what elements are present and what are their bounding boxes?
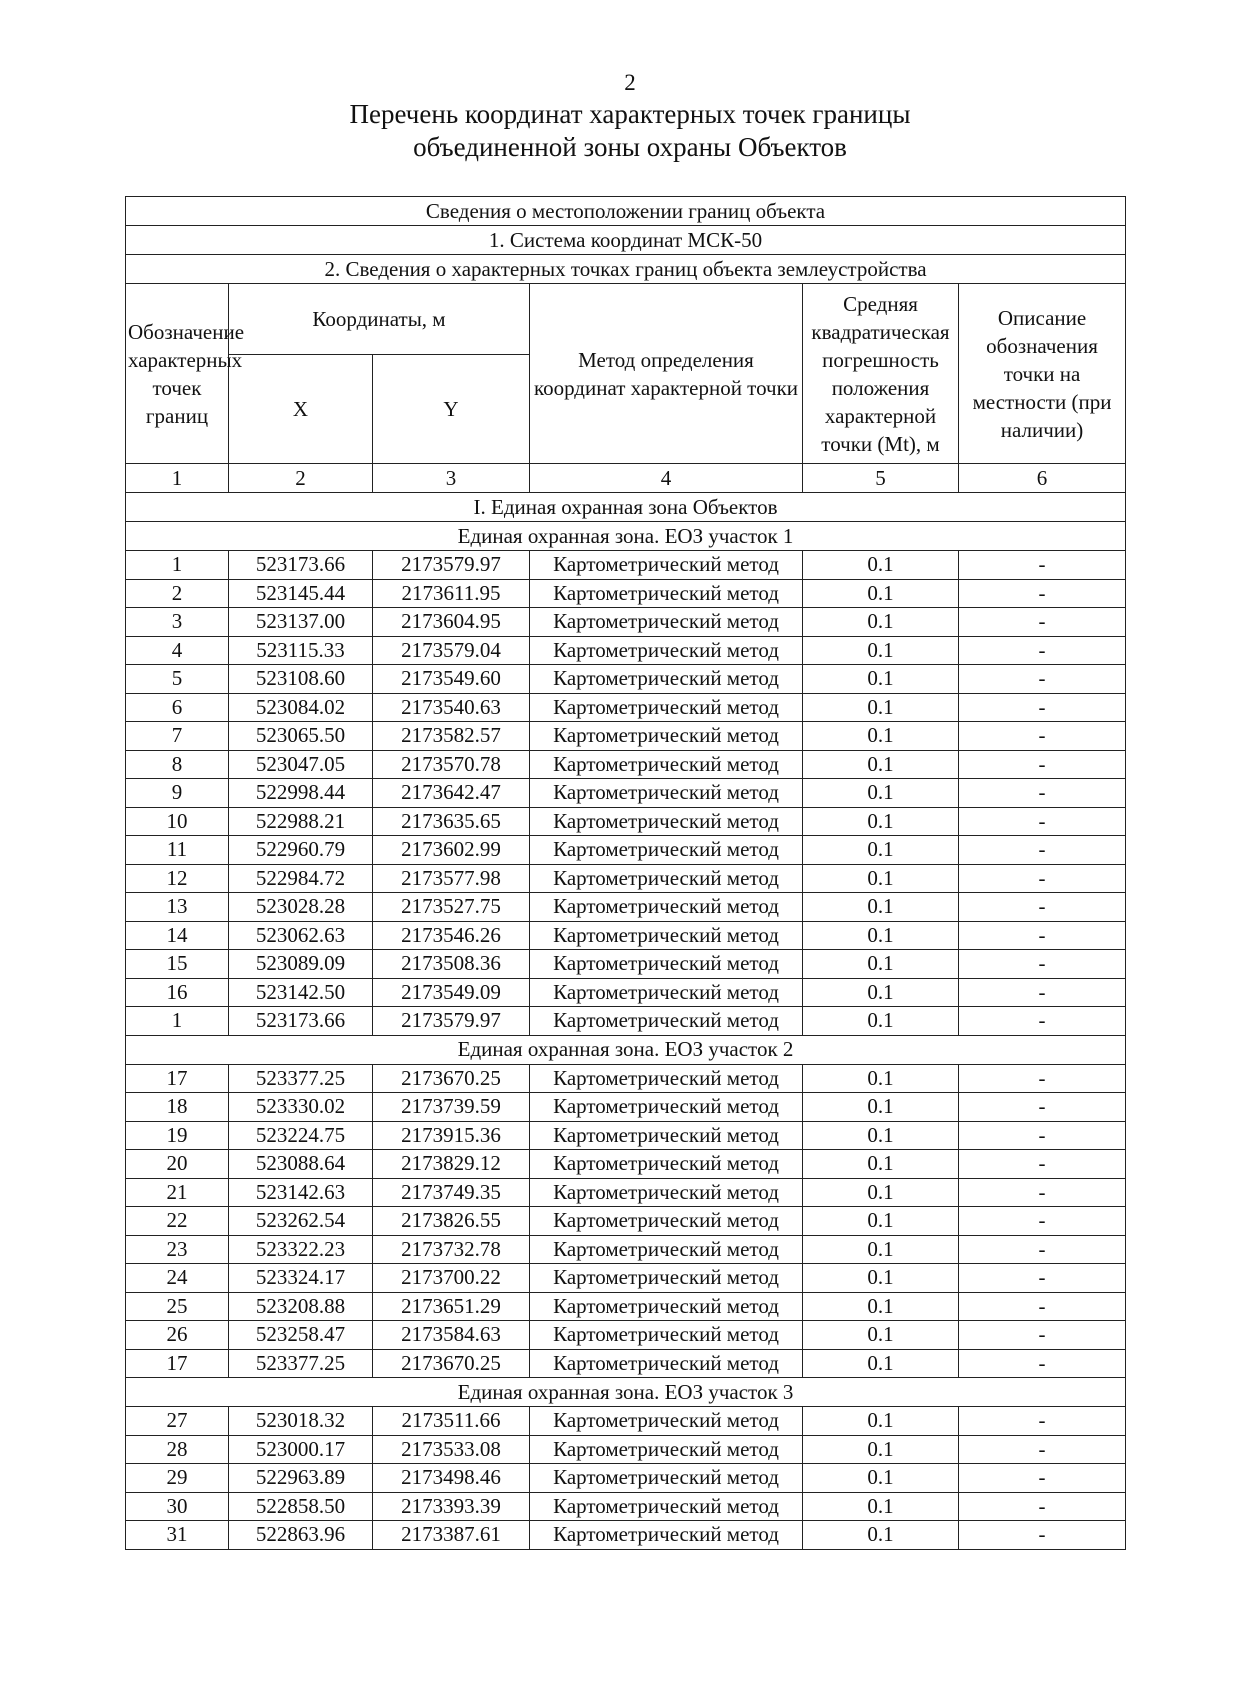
- point-number: 7: [126, 722, 229, 751]
- coord-x: 523062.63: [229, 921, 373, 950]
- method: Картометрический метод: [530, 1492, 803, 1521]
- table-row: [126, 1464, 1126, 1493]
- method: Картометрический метод: [530, 1321, 803, 1350]
- description: -: [959, 579, 1126, 608]
- point-number: 22: [126, 1207, 229, 1236]
- point-number: 11: [126, 836, 229, 865]
- table-row: [126, 1007, 1126, 1036]
- coord-x: 523324.17: [229, 1264, 373, 1293]
- coord-x: 522984.72: [229, 864, 373, 893]
- description: -: [959, 665, 1126, 694]
- coord-y: 2173604.95: [373, 608, 530, 637]
- col-number: 1: [126, 464, 229, 493]
- coord-x: 523173.66: [229, 1007, 373, 1036]
- col-header-coordinates: Координаты, м: [229, 284, 530, 355]
- table-row: [126, 836, 1126, 865]
- coord-y: 2173700.22: [373, 1264, 530, 1293]
- point-number: 5: [126, 665, 229, 694]
- table-row: [126, 1407, 1126, 1436]
- coord-y: 2173577.98: [373, 864, 530, 893]
- coord-y: 2173549.60: [373, 665, 530, 694]
- method: Картометрический метод: [530, 1464, 803, 1493]
- description: -: [959, 950, 1126, 979]
- method: Картометрический метод: [530, 722, 803, 751]
- header-location: Сведения о местоположении границ объекта: [126, 197, 1126, 226]
- description: -: [959, 1207, 1126, 1236]
- error: 0.1: [803, 1064, 959, 1093]
- description: -: [959, 1407, 1126, 1436]
- table-row: [126, 1264, 1126, 1293]
- method: Картометрический метод: [530, 1292, 803, 1321]
- description: -: [959, 1349, 1126, 1378]
- method: Картометрический метод: [530, 1521, 803, 1550]
- description: -: [959, 1178, 1126, 1207]
- point-number: 16: [126, 978, 229, 1007]
- page-number: 2: [624, 70, 636, 95]
- point-number: 12: [126, 864, 229, 893]
- coord-x: 523208.88: [229, 1292, 373, 1321]
- table-row: [126, 551, 1126, 580]
- error: 0.1: [803, 1349, 959, 1378]
- col-header-x: X: [229, 355, 373, 464]
- method: Картометрический метод: [530, 1207, 803, 1236]
- col-number: 2: [229, 464, 373, 493]
- point-number: 23: [126, 1235, 229, 1264]
- coord-y: 2173540.63: [373, 693, 530, 722]
- error: 0.1: [803, 836, 959, 865]
- error: 0.1: [803, 1321, 959, 1350]
- description: -: [959, 551, 1126, 580]
- point-number: 6: [126, 693, 229, 722]
- table-row: [126, 665, 1126, 694]
- coord-x: 523322.23: [229, 1235, 373, 1264]
- coord-x: 523377.25: [229, 1349, 373, 1378]
- coord-x: 523262.54: [229, 1207, 373, 1236]
- coord-x: 522858.50: [229, 1492, 373, 1521]
- method: Картометрический метод: [530, 1093, 803, 1122]
- col-header-method: Метод определения координат характерной точки: [530, 284, 803, 464]
- method: Картометрический метод: [530, 608, 803, 637]
- point-number: 26: [126, 1321, 229, 1350]
- table-row: [126, 978, 1126, 1007]
- table-row: [126, 893, 1126, 922]
- coord-x: 522960.79: [229, 836, 373, 865]
- point-number: 29: [126, 1464, 229, 1493]
- description: -: [959, 807, 1126, 836]
- coord-y: 2173826.55: [373, 1207, 530, 1236]
- coord-y: 2173602.99: [373, 836, 530, 865]
- description: -: [959, 1235, 1126, 1264]
- error: 0.1: [803, 1235, 959, 1264]
- error: 0.1: [803, 1121, 959, 1150]
- coord-y: 2173670.25: [373, 1349, 530, 1378]
- method: Картометрический метод: [530, 1407, 803, 1436]
- header-coordinate-system: 1. Система координат МСК-50: [126, 226, 1126, 255]
- method: Картометрический метод: [530, 1435, 803, 1464]
- method: Картометрический метод: [530, 693, 803, 722]
- point-number: 24: [126, 1264, 229, 1293]
- error: 0.1: [803, 921, 959, 950]
- coord-x: 523173.66: [229, 551, 373, 580]
- error: 0.1: [803, 1464, 959, 1493]
- method: Картометрический метод: [530, 921, 803, 950]
- coordinates-table: [125, 196, 1126, 1550]
- table-row: [126, 921, 1126, 950]
- description: -: [959, 636, 1126, 665]
- coord-y: 2173651.29: [373, 1292, 530, 1321]
- error: 0.1: [803, 950, 959, 979]
- coord-x: 523000.17: [229, 1435, 373, 1464]
- description: -: [959, 1007, 1126, 1036]
- col-number: 4: [530, 464, 803, 493]
- col-header-y: Y: [373, 355, 530, 464]
- coord-x: 523137.00: [229, 608, 373, 637]
- section-title: Единая охранная зона. ЕОЗ участок 2: [126, 1035, 1126, 1064]
- coord-y: 2173387.61: [373, 1521, 530, 1550]
- table-row: [126, 1349, 1126, 1378]
- coord-x: 523047.05: [229, 750, 373, 779]
- table-row: [126, 636, 1126, 665]
- coord-x: 523088.64: [229, 1150, 373, 1179]
- point-number: 13: [126, 893, 229, 922]
- col-header-description: Описание обозначения точки на местности (при наличии): [959, 284, 1126, 464]
- table-row: [126, 1093, 1126, 1122]
- coord-y: 2173749.35: [373, 1178, 530, 1207]
- point-number: 1: [126, 1007, 229, 1036]
- col-header-error: Средняя квадратическая погрешность положения характерной точки (Mt), м: [803, 284, 959, 464]
- table-row: [126, 1292, 1126, 1321]
- coord-y: 2173739.59: [373, 1093, 530, 1122]
- coord-y: 2173511.66: [373, 1407, 530, 1436]
- error: 0.1: [803, 1207, 959, 1236]
- title-line-2: объединенной зоны охраны Объектов: [413, 132, 847, 162]
- point-number: 31: [126, 1521, 229, 1550]
- table-row: [126, 693, 1126, 722]
- description: -: [959, 1121, 1126, 1150]
- method: Картометрический метод: [530, 864, 803, 893]
- method: Картометрический метод: [530, 750, 803, 779]
- coord-y: 2173635.65: [373, 807, 530, 836]
- document-title: [0, 98, 1260, 164]
- coord-y: 2173670.25: [373, 1064, 530, 1093]
- coord-y: 2173527.75: [373, 893, 530, 922]
- method: Картометрический метод: [530, 807, 803, 836]
- error: 0.1: [803, 693, 959, 722]
- table-row: [126, 807, 1126, 836]
- coord-y: 2173611.95: [373, 579, 530, 608]
- point-number: 19: [126, 1121, 229, 1150]
- coord-x: 523089.09: [229, 950, 373, 979]
- description: -: [959, 1093, 1126, 1122]
- error: 0.1: [803, 978, 959, 1007]
- description: -: [959, 1150, 1126, 1179]
- error: 0.1: [803, 864, 959, 893]
- error: 0.1: [803, 1292, 959, 1321]
- method: Картометрический метод: [530, 1178, 803, 1207]
- point-number: 8: [126, 750, 229, 779]
- description: -: [959, 1321, 1126, 1350]
- table-row: [126, 1178, 1126, 1207]
- method: Картометрический метод: [530, 836, 803, 865]
- table-row: [126, 1235, 1126, 1264]
- description: -: [959, 608, 1126, 637]
- table-row: [126, 1121, 1126, 1150]
- coord-x: 523224.75: [229, 1121, 373, 1150]
- table-row: [126, 1435, 1126, 1464]
- header-points-info: 2. Сведения о характерных точках границ объекта землеустройства: [126, 255, 1126, 284]
- coord-y: 2173570.78: [373, 750, 530, 779]
- error: 0.1: [803, 1178, 959, 1207]
- description: -: [959, 1435, 1126, 1464]
- col-number: 3: [373, 464, 530, 493]
- coord-x: 522863.96: [229, 1521, 373, 1550]
- method: Картометрический метод: [530, 779, 803, 808]
- method: Картометрический метод: [530, 1121, 803, 1150]
- method: Картометрический метод: [530, 1349, 803, 1378]
- coord-x: 523115.33: [229, 636, 373, 665]
- coord-x: 523108.60: [229, 665, 373, 694]
- coord-x: 523142.50: [229, 978, 373, 1007]
- coord-x: 523018.32: [229, 1407, 373, 1436]
- point-number: 25: [126, 1292, 229, 1321]
- point-number: 14: [126, 921, 229, 950]
- error: 0.1: [803, 636, 959, 665]
- point-number: 1: [126, 551, 229, 580]
- point-number: 2: [126, 579, 229, 608]
- coord-x: 523145.44: [229, 579, 373, 608]
- col-header-point: Обозначение характерных точек границ: [126, 284, 229, 464]
- coord-y: 2173584.63: [373, 1321, 530, 1350]
- method: Картометрический метод: [530, 1064, 803, 1093]
- coord-x: 522988.21: [229, 807, 373, 836]
- coord-x: 523065.50: [229, 722, 373, 751]
- coord-x: 523377.25: [229, 1064, 373, 1093]
- error: 0.1: [803, 1521, 959, 1550]
- description: -: [959, 864, 1126, 893]
- coord-x: 522998.44: [229, 779, 373, 808]
- title-line-1: Перечень координат характерных точек границы: [349, 99, 911, 129]
- error: 0.1: [803, 893, 959, 922]
- point-number: 28: [126, 1435, 229, 1464]
- error: 0.1: [803, 1492, 959, 1521]
- method: Картометрический метод: [530, 978, 803, 1007]
- error: 0.1: [803, 1007, 959, 1036]
- coord-x: 523330.02: [229, 1093, 373, 1122]
- col-number: 5: [803, 464, 959, 493]
- table-row: [126, 1321, 1126, 1350]
- point-number: 9: [126, 779, 229, 808]
- description: -: [959, 1492, 1126, 1521]
- error: 0.1: [803, 1093, 959, 1122]
- point-number: 10: [126, 807, 229, 836]
- table-row: [126, 864, 1126, 893]
- coord-x: 523028.28: [229, 893, 373, 922]
- coord-y: 2173546.26: [373, 921, 530, 950]
- description: -: [959, 750, 1126, 779]
- error: 0.1: [803, 608, 959, 637]
- point-number: 17: [126, 1349, 229, 1378]
- description: -: [959, 693, 1126, 722]
- error: 0.1: [803, 722, 959, 751]
- error: 0.1: [803, 779, 959, 808]
- point-number: 21: [126, 1178, 229, 1207]
- error: 0.1: [803, 1264, 959, 1293]
- error: 0.1: [803, 551, 959, 580]
- table-row: [126, 608, 1126, 637]
- description: -: [959, 921, 1126, 950]
- error: 0.1: [803, 665, 959, 694]
- coord-y: 2173508.36: [373, 950, 530, 979]
- error: 0.1: [803, 1407, 959, 1436]
- point-number: 17: [126, 1064, 229, 1093]
- point-number: 30: [126, 1492, 229, 1521]
- description: -: [959, 1521, 1126, 1550]
- table-row: [126, 779, 1126, 808]
- point-number: 4: [126, 636, 229, 665]
- coord-x: 522963.89: [229, 1464, 373, 1493]
- description: -: [959, 1264, 1126, 1293]
- description: -: [959, 1064, 1126, 1093]
- col-number: 6: [959, 464, 1126, 493]
- description: -: [959, 893, 1126, 922]
- description: -: [959, 1464, 1126, 1493]
- method: Картометрический метод: [530, 950, 803, 979]
- section-title: Единая охранная зона. ЕОЗ участок 1: [126, 522, 1126, 551]
- error: 0.1: [803, 1435, 959, 1464]
- method: Картометрический метод: [530, 1235, 803, 1264]
- section-title: Единая охранная зона. ЕОЗ участок 3: [126, 1378, 1126, 1407]
- coord-y: 2173915.36: [373, 1121, 530, 1150]
- table-row: [126, 722, 1126, 751]
- point-number: 3: [126, 608, 229, 637]
- description: -: [959, 978, 1126, 1007]
- coord-y: 2173549.09: [373, 978, 530, 1007]
- method: Картометрический метод: [530, 551, 803, 580]
- coord-y: 2173732.78: [373, 1235, 530, 1264]
- coord-y: 2173533.08: [373, 1435, 530, 1464]
- table-row: [126, 1064, 1126, 1093]
- table-row: [126, 1521, 1126, 1550]
- coord-y: 2173579.97: [373, 551, 530, 580]
- method: Картометрический метод: [530, 1264, 803, 1293]
- point-number: 20: [126, 1150, 229, 1179]
- zone-title: I. Единая охранная зона Объектов: [126, 493, 1126, 522]
- table-row: [126, 1150, 1126, 1179]
- table-row: [126, 1492, 1126, 1521]
- description: -: [959, 1292, 1126, 1321]
- point-number: 27: [126, 1407, 229, 1436]
- description: -: [959, 722, 1126, 751]
- coord-y: 2173642.47: [373, 779, 530, 808]
- point-number: 18: [126, 1093, 229, 1122]
- method: Картометрический метод: [530, 579, 803, 608]
- table-row: [126, 950, 1126, 979]
- point-number: 15: [126, 950, 229, 979]
- coord-x: 523142.63: [229, 1178, 373, 1207]
- error: 0.1: [803, 579, 959, 608]
- method: Картометрический метод: [530, 1150, 803, 1179]
- description: -: [959, 836, 1126, 865]
- method: Картометрический метод: [530, 665, 803, 694]
- coord-y: 2173582.57: [373, 722, 530, 751]
- method: Картометрический метод: [530, 893, 803, 922]
- coord-x: 523084.02: [229, 693, 373, 722]
- coord-y: 2173579.04: [373, 636, 530, 665]
- method: Картометрический метод: [530, 1007, 803, 1036]
- error: 0.1: [803, 807, 959, 836]
- description: -: [959, 779, 1126, 808]
- coord-y: 2173579.97: [373, 1007, 530, 1036]
- table-row: [126, 1207, 1126, 1236]
- coord-y: 2173498.46: [373, 1464, 530, 1493]
- coord-x: 523258.47: [229, 1321, 373, 1350]
- table-row: [126, 750, 1126, 779]
- error: 0.1: [803, 1150, 959, 1179]
- coord-y: 2173829.12: [373, 1150, 530, 1179]
- method: Картометрический метод: [530, 636, 803, 665]
- coord-y: 2173393.39: [373, 1492, 530, 1521]
- error: 0.1: [803, 750, 959, 779]
- table-row: [126, 579, 1126, 608]
